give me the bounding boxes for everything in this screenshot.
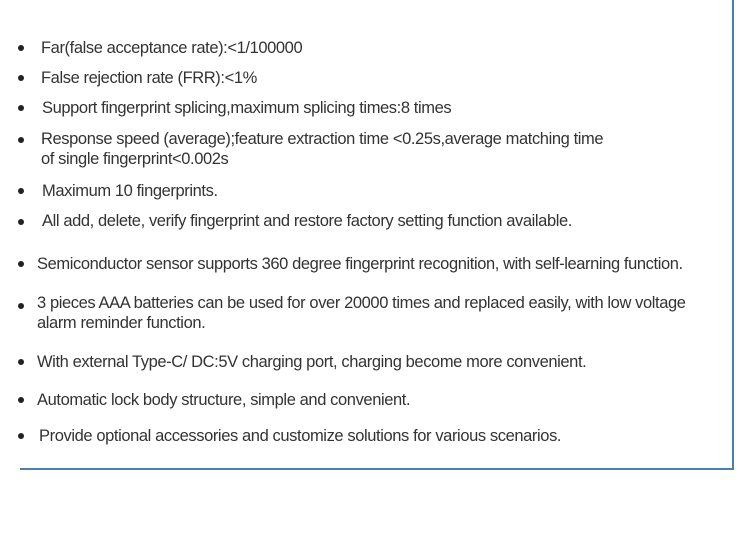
feature-text: Support fingerprint splicing,maximum splicing times:8 times bbox=[42, 99, 452, 117]
feature-text: Semiconductor sensor supports 360 degree fingerprint recognition, with self-learning function. bbox=[37, 255, 683, 273]
bullet-icon bbox=[18, 359, 24, 365]
feature-text: Provide optional accessories and customize solutions for various scenarios. bbox=[39, 427, 562, 445]
bullet-icon bbox=[18, 397, 24, 403]
bullet-icon bbox=[18, 75, 24, 81]
feature-text: 3 pieces AAA batteries can be used for over 20000 times and replaced easily, with low voltage bbox=[37, 294, 686, 312]
feature-text: Automatic lock body structure, simple and convenient. bbox=[37, 391, 411, 409]
feature-text: Maximum 10 fingerprints. bbox=[42, 182, 218, 200]
bullet-icon bbox=[18, 105, 24, 111]
feature-text: Far(false acceptance rate):<1/100000 bbox=[41, 39, 303, 57]
feature-text-line2: alarm reminder function. bbox=[37, 314, 206, 332]
feature-text: With external Type-C/ DC:5V charging port, charging become more convenient. bbox=[37, 353, 587, 371]
bullet-icon bbox=[18, 261, 24, 267]
feature-text: All add, delete, verify fingerprint and restore factory setting function available. bbox=[42, 212, 572, 230]
bullet-icon bbox=[18, 188, 24, 194]
feature-text: False rejection rate (FRR):<1% bbox=[41, 69, 257, 87]
bullet-icon bbox=[18, 45, 24, 51]
bullet-icon bbox=[18, 137, 24, 143]
feature-text: Response speed (average);feature extraction time <0.25s,average matching time bbox=[41, 130, 604, 148]
bullet-icon bbox=[18, 433, 24, 439]
bullet-icon bbox=[18, 303, 24, 309]
feature-text-line2: of single fingerprint<0.002s bbox=[41, 150, 229, 168]
bullet-icon bbox=[18, 219, 24, 225]
